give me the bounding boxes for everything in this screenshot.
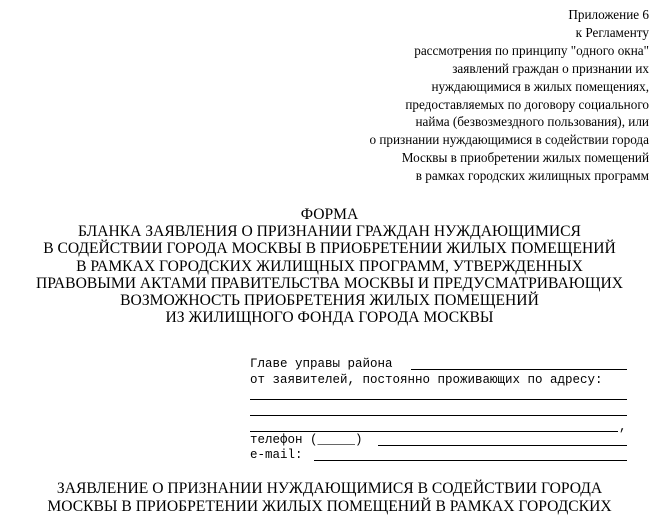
form-title-line: В РАМКАХ ГОРОДСКИХ ЖИЛИЩНЫХ ПРОГРАММ, УТВЕРЖДЕННЫХ: [76, 257, 583, 275]
form-title-line: БЛАНКА ЗАЯВЛЕНИЯ О ПРИЗНАНИИ ГРАЖДАН НУЖДАЮЩИМИСЯ: [78, 223, 581, 241]
address-field-line-1[interactable]: [250, 399, 627, 400]
appendix-line: Москвы в приобретении жилых помещений: [401, 150, 649, 166]
appendix-line: нуждающимися в жилых помещениях,: [431, 78, 649, 94]
statement-line: ЗАЯВЛЕНИЕ О ПРИЗНАНИИ НУЖДАЮЩИМИСЯ В СОДЕЙСТВИИ ГОРОДА: [56, 480, 603, 497]
address-field-line-2[interactable]: [250, 415, 627, 416]
appendix-line: к Регламенту: [575, 24, 649, 40]
appendix-line: в рамках городских жилищных программ: [415, 168, 649, 184]
form-title-line: ВОЗМОЖНОСТЬ ПРИОБРЕТЕНИЯ ЖИЛЫХ ПОМЕЩЕНИЙ: [120, 292, 539, 310]
email-label: e-mail:: [250, 448, 303, 462]
address-field-line-3[interactable]: [250, 431, 618, 432]
appendix-line: найма (безвозмездного пользования), или: [415, 114, 649, 130]
form-title-line: ФОРМА: [300, 206, 359, 223]
address-comma: ,: [619, 420, 627, 434]
phone-label: телефон (_____): [250, 433, 363, 447]
statement-title: [0, 480, 659, 515]
appendix-line: о признании нуждающимися в содействии города: [369, 132, 649, 148]
district-head-field[interactable]: [411, 369, 627, 370]
statement-line: МОСКВЫ В ПРИОБРЕТЕНИИ ЖИЛЫХ ПОМЕЩЕНИЙ В РАМКАХ ГОРОДСКИХ: [47, 497, 612, 515]
appendix-header: [369, 6, 649, 185]
head-label: Главе управы района: [250, 357, 393, 371]
email-field[interactable]: [314, 460, 627, 461]
appendix-line: предоставляемых по договору социального: [405, 96, 649, 112]
form-title-line: ПРАВОВЫМИ АКТАМИ ПРАВИТЕЛЬСТВА МОСКВЫ И ПРЕДУСМАТРИВАЮЩИХ: [35, 274, 624, 292]
form-title: [0, 206, 659, 326]
appendix-line: заявлений граждан о признании их: [452, 60, 649, 76]
form-title-line: В СОДЕЙСТВИИ ГОРОДА МОСКВЫ В ПРИОБРЕТЕНИИ ЖИЛЫХ ПОМЕЩЕНИЙ: [43, 240, 616, 258]
appendix-line: рассмотрения по принципу "одного окна": [414, 42, 649, 58]
form-title-line: ИЗ ЖИЛИЩНОГО ФОНДА ГОРОДА МОСКВЫ: [165, 309, 494, 327]
appendix-line: Приложение 6: [568, 7, 649, 22]
from-applicants-label: от заявителей, постоянно проживающих по адресу:: [250, 373, 603, 387]
phone-field[interactable]: [378, 445, 627, 446]
